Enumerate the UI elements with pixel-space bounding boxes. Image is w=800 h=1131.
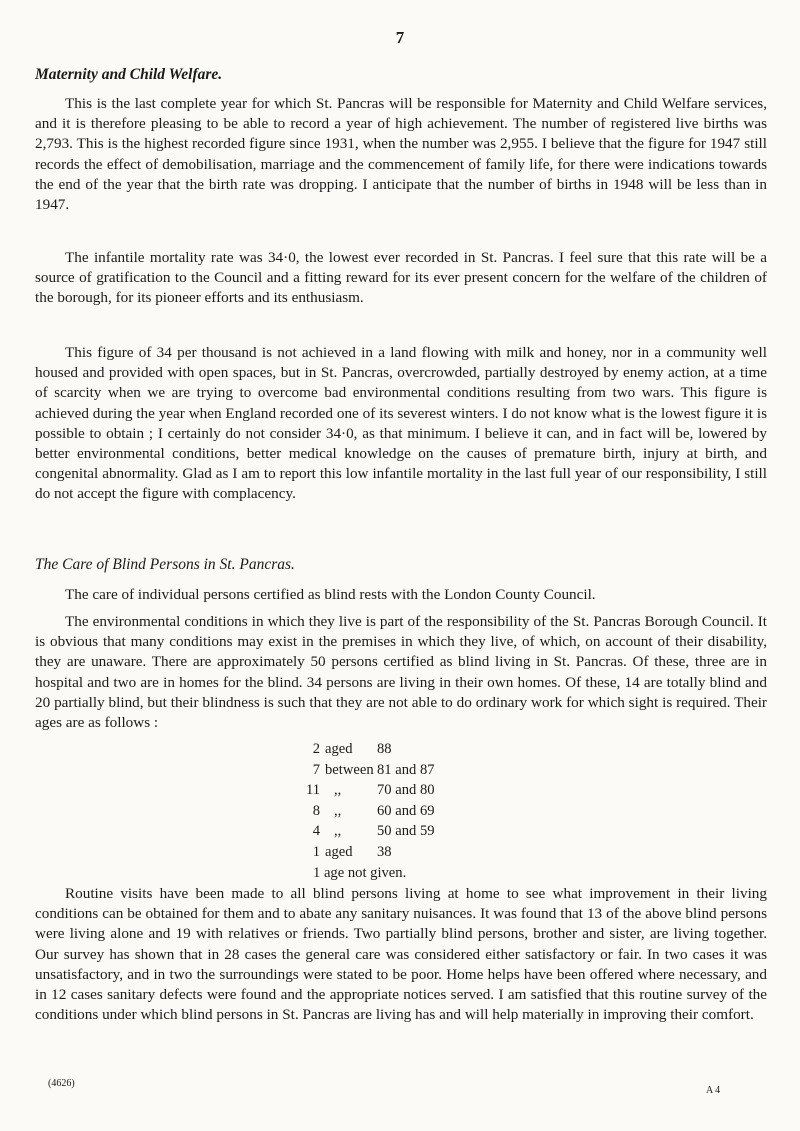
age-word: ,, bbox=[334, 823, 342, 840]
footer-signature-mark: A 4 bbox=[706, 1085, 721, 1096]
age-row bbox=[300, 760, 500, 781]
page-number: 7 bbox=[395, 28, 405, 47]
age-range: 60 and 69 bbox=[377, 802, 435, 819]
ages-list bbox=[300, 739, 500, 883]
footer-print-code: (4626) bbox=[48, 1078, 75, 1089]
paragraph-mortality-context: This figure of 34 per thousand is not achieved in a land flowing with milk and honey, nor in a community well housed and provided with open spaces, but in St. Pancras, overcrowded, partially destroyed by enemy action, at a time of scarcity when we are trying to overcome bad environmental conditions resulting from two wars. This figure is achieved during the year when England recorded one of its severest winters. I do not know what is the lowest figure it is possible to obtain ; I certainly do not consider 34·0, as that minimum. I believe it can, and in fact will be, lowered by better environmental conditions, better medical knowledge on the causes of premature birth, injury at birth, and congenital abnormality. Glad as I am to report this low infantile mortality in the last full year of our responsibility, I still do not accept the figure with complacency. bbox=[35, 344, 767, 503]
section-heading-blind-persons: The Care of Blind Persons in St. Pancras. bbox=[35, 556, 295, 573]
age-word: aged bbox=[325, 843, 353, 860]
age-count: 4 bbox=[312, 823, 320, 840]
age-count: 7 bbox=[312, 761, 320, 778]
age-range: 38 bbox=[377, 843, 392, 860]
age-row bbox=[300, 801, 500, 822]
paragraph-births: This is the last complete year for which St. Pancras will be responsible for Maternity and Child Welfare services, and it is therefore pleasing to be able to record a year of high achievement. The number of registered live births was 2,793. This is the highest recorded figure since 1931, when the number was 2,955. I believe that the figure for 1947 still records the effect of demobilisation, marriage and the commencement of family life, for there were indications towards the end of the year that the birth rate was dropping. I anticipate that the number of births in 1948 will be less than in 1947. bbox=[35, 95, 767, 214]
age-range: 50 and 59 bbox=[377, 823, 435, 840]
age-word: ,, bbox=[334, 782, 342, 799]
age-range: 88 bbox=[377, 741, 392, 757]
age-row bbox=[300, 780, 500, 801]
paragraph-infant-mortality: The infantile mortality rate was 34·0, the lowest ever recorded in St. Pancras. I feel sure that this rate will be a source of gratification to the Council and a fitting reward for its ever present concern for the welfare of the children of the borough, for its pioneer efforts and its enthusiasm. bbox=[35, 249, 767, 307]
age-word: between bbox=[325, 761, 374, 778]
paragraph-lcc-responsibility: The care of individual persons certified as blind rests with the London County Council. bbox=[65, 586, 596, 603]
age-word: aged bbox=[325, 741, 353, 757]
paragraph-environmental-conditions: The environmental conditions in which they live is part of the responsibility of the St. Pancras Borough Council. It is obvious that many conditions may exist in the premises in which they live, of which, on account of their disability, they are unaware. There are approximately 50 persons certified as blind living in St. Pancras. Of these, three are in hospital and two are in homes for the blind. 34 persons are living in their own homes. Of these, 14 are totally blind and 20 partially blind, but their blindness is such that they are not able to do ordinary work for which sight is required. Their ages are as follows : bbox=[35, 613, 767, 732]
age-count: 8 bbox=[312, 802, 320, 819]
age-count: 2 bbox=[312, 741, 320, 757]
age-word: ,, bbox=[334, 802, 342, 819]
age-range: 70 and 80 bbox=[377, 782, 435, 799]
age-row-not-given: 1 age not given. bbox=[313, 864, 407, 881]
section-heading-maternity: Maternity and Child Welfare. bbox=[35, 66, 223, 83]
age-count: 11 bbox=[305, 782, 320, 799]
age-range: 81 and 87 bbox=[377, 761, 435, 778]
age-row bbox=[300, 842, 500, 863]
paragraph-routine-visits: Routine visits have been made to all blind persons living at home to see what improvement in their living conditions can be obtained for them and to abate any sanitary nuisances. It was found that 13 of the above blind persons were living alone and 19 with relatives or friends. Two partially blind persons, brother and sister, are living together. Our survey has shown that in 28 cases the general care was considered either satisfactory or fair. In two cases it was unsatisfactory, and in two the surroundings were stated to be poor. Home helps have been offered where necessary, and in 12 cases sanitary defects were found and the appropriate notices served. I am satisfied that this routine survey of the conditions under which blind persons in St. Pancras are living has and will help materially in improving their comfort. bbox=[35, 885, 767, 1024]
age-row bbox=[300, 821, 500, 842]
age-count: 1 bbox=[312, 843, 320, 860]
age-row bbox=[300, 739, 500, 760]
